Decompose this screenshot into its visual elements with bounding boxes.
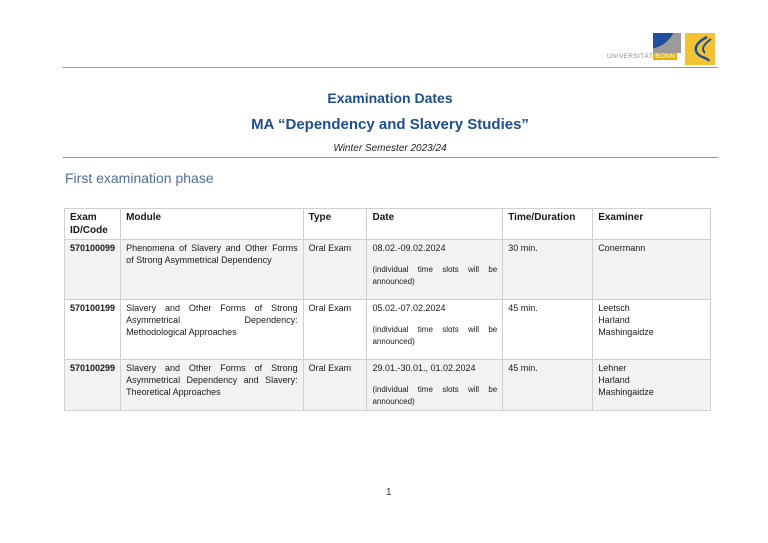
cell-date — [367, 240, 503, 300]
cell-module: Slavery and Other Forms of Strong Asymmetrical Dependency: Methodological Approaches — [121, 300, 304, 360]
col-header-code-line2: ID/Code — [70, 225, 108, 236]
semester-label: Winter Semester 2023/24 — [333, 143, 447, 154]
examiner-name: Leetsch — [598, 303, 630, 313]
cell-code: 570100199 — [65, 300, 121, 360]
cell-examiner — [593, 240, 711, 300]
cell-module: Phenomena of Slavery and Other Forms of Strong Asymmetrical Dependency — [121, 240, 304, 300]
examiner-name: Harland — [598, 315, 630, 325]
date-range: 08.02.-09.02.2024 — [372, 243, 446, 253]
date-note: (individual time slots will be announced) — [372, 385, 498, 406]
cell-type: Oral Exam — [303, 240, 367, 300]
header-rule — [63, 67, 718, 68]
cell-duration: 45 min. — [503, 300, 593, 360]
date-range: 05.02.-07.02.2024 — [372, 303, 446, 313]
cell-code: 570100099 — [65, 240, 121, 300]
col-header-date: Date — [367, 209, 503, 240]
table-header-row — [65, 209, 711, 240]
cell-date — [367, 360, 503, 411]
exam-table — [64, 208, 711, 411]
logo-text-bonn: BONN — [655, 53, 676, 60]
logo-wordmark — [607, 53, 677, 60]
table-row — [65, 300, 711, 360]
cell-duration: 45 min. — [503, 360, 593, 411]
section-heading: First examination phase — [65, 170, 214, 186]
col-header-code-line1: Exam — [70, 212, 97, 223]
program-title: MA “Dependency and Slavery Studies” — [251, 116, 529, 133]
title-rule — [63, 157, 718, 158]
university-logo — [607, 33, 715, 65]
page-number: 1 — [386, 487, 392, 498]
cell-code: 570100299 — [65, 360, 121, 411]
logo-text-prefix: UNIVERSITÄT — [607, 53, 654, 60]
examiner-name: Conermann — [598, 243, 646, 253]
cell-type: Oral Exam — [303, 300, 367, 360]
cell-examiner — [593, 360, 711, 411]
col-header-examiner: Examiner — [593, 209, 711, 240]
logo-blue-gray-square — [653, 33, 681, 53]
cell-module: Slavery and Other Forms of Strong Asymmetrical Dependency and Slavery: Theoretical Approaches — [121, 360, 304, 411]
examiner-name: Lehner — [598, 363, 627, 373]
examiner-name: Harland — [598, 375, 630, 385]
document-title: Examination Dates — [327, 90, 453, 106]
col-header-module: Module — [121, 209, 304, 240]
table-row — [65, 360, 711, 411]
col-header-type: Type — [303, 209, 367, 240]
col-header-duration: Time/Duration — [503, 209, 593, 240]
cell-type: Oral Exam — [303, 360, 367, 411]
col-header-code — [65, 209, 121, 240]
table-row — [65, 240, 711, 300]
cell-date — [367, 300, 503, 360]
cell-duration: 30 min. — [503, 240, 593, 300]
date-range: 29.01.-30.01., 01.02.2024 — [372, 363, 476, 373]
date-note: (individual time slots will be announced) — [372, 265, 498, 286]
examiner-name: Mashingaidze — [598, 387, 654, 397]
logo-yellow-square — [685, 33, 715, 65]
cell-examiner — [593, 300, 711, 360]
examiner-name: Mashingaidze — [598, 327, 654, 337]
date-note: (individual time slots will be announced) — [372, 325, 498, 346]
